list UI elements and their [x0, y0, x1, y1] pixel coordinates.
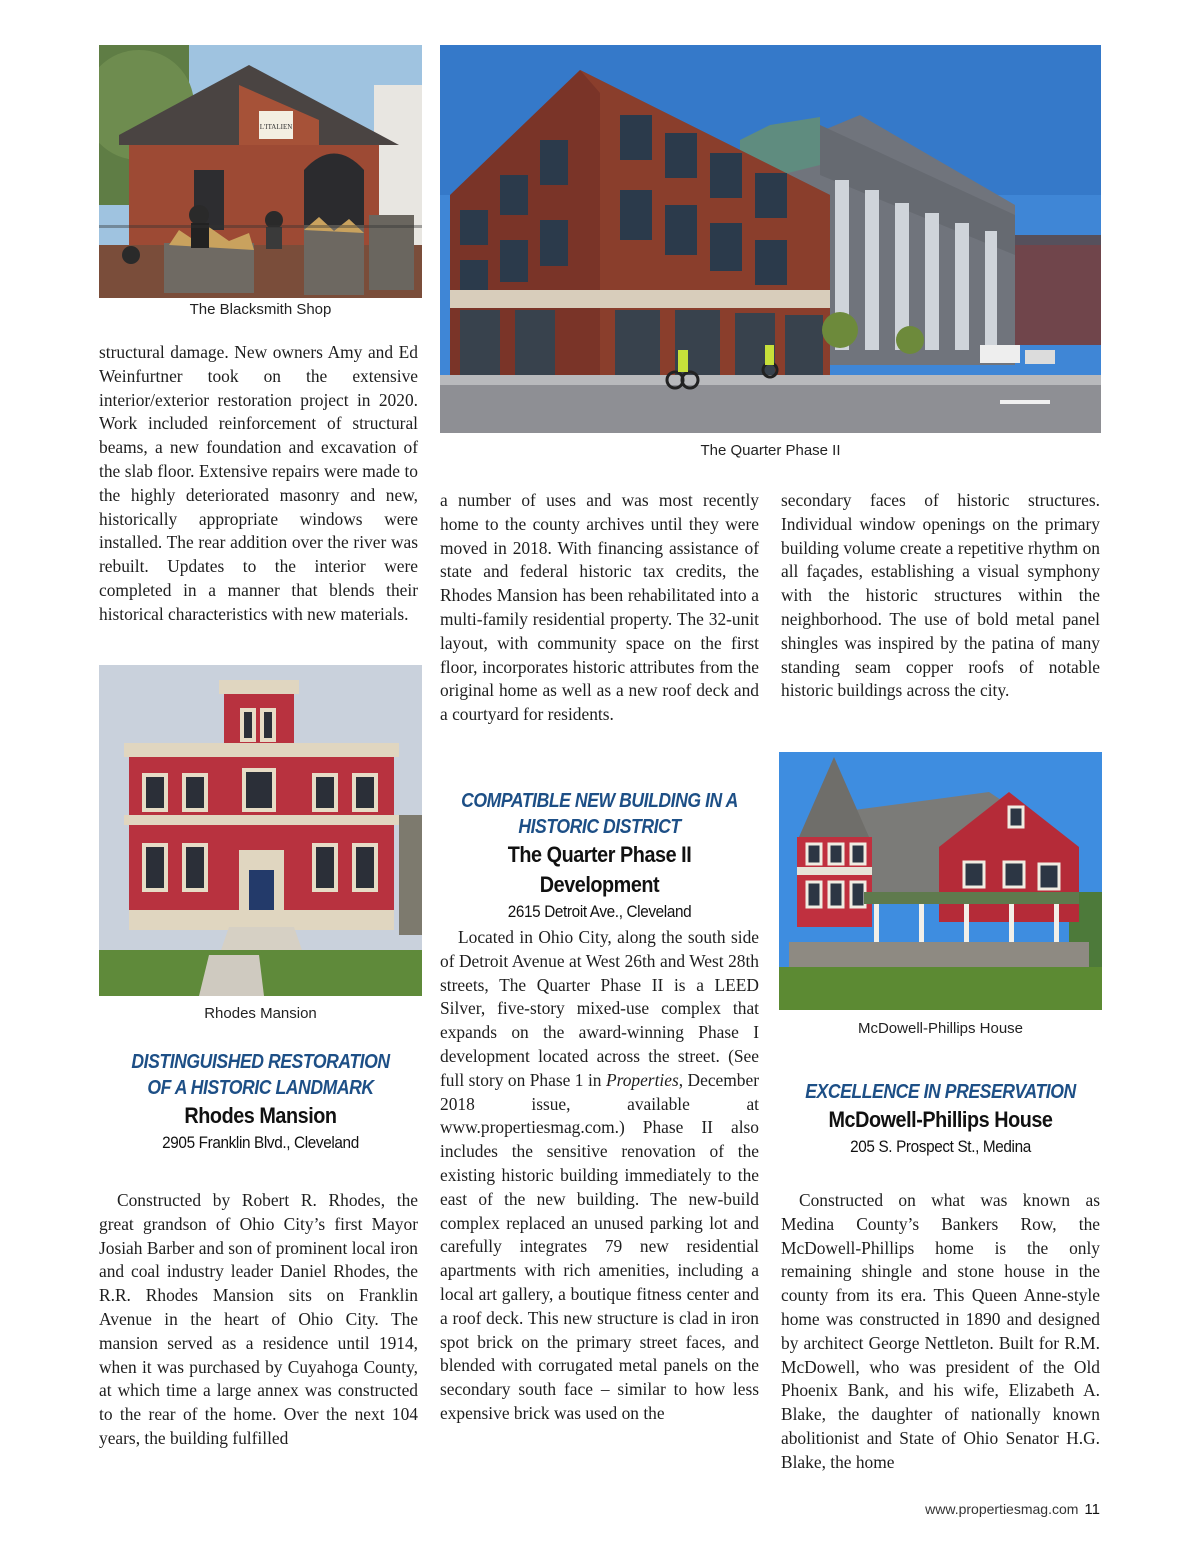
mcdowell-phillips-paragraph: Constructed on what was known as Medina County’s Bankers Row, the McDowell-Phillips home is the only remaining shingle and stone house in the county from its era. This Queen Anne-style home was constructed in 1890 and designed by architect George Nettleton. Built for R.M. McDowell, who was president of the Old Phoenix Bank, and his wife, Elizabeth A. Blake, the daughter of nationally known abolitionist and State of Ohio Senator H.G. Blake, the home: [781, 1190, 1100, 1472]
left-column-continued-text: [99, 341, 418, 627]
rhodes-mansion-caption: Rhodes Mansion: [204, 1005, 317, 1022]
blacksmith-shop-photo: [99, 45, 422, 298]
blacksmith-shop-caption: The Blacksmith Shop: [189, 301, 332, 318]
quarter-body-part-1: Located in Ohio City, along the south side of Detroit Avenue at West 26th and West 28th streets, The Quarter Phase II is a LEED Silver, five-story mixed-use complex that expands on the award-winning Phase I development located across the street. (See full story on Phase 1 in: [440, 927, 759, 1090]
quarter-phase-ii-photo: [440, 45, 1101, 433]
rhodes-mansion-kicker: DISTINGUISHED RESTORATION OF A HISTORIC LANDMARK: [131, 1051, 390, 1099]
mcdowell-phillips-kicker: EXCELLENCE IN PRESERVATION: [805, 1081, 1076, 1103]
rhodes-mansion-paragraph: Constructed by Robert R. Rhodes, the great grandson of Ohio City’s first Mayor Josiah Barber and son of prominent local iron and coal industry leader Daniel Rhodes, the R.R. Rhodes Mansion sits on Franklin Avenue in the heart of Ohio City. The mansion served as a residence until 1914, when it was purchased by Cuyahoga County, at which time a large annex was constructed to the rear of the home. Over the next 104 years, the building fulfilled: [99, 1190, 418, 1448]
rhodes-mansion-address: 2905 Franklin Blvd., Cleveland: [162, 1133, 359, 1152]
left-continued-paragraph: structural damage. New owners Amy and Ed Weinfurtner took on the extensive interior/exterior restoration project in 2020. Work included reinforcement of structural beams, a new foundation and excavation of the slab floor. Extensive repairs were made to the highly deteriorated masonry and new, historically appropriate windows were installed. The rear addition over the river was rebuilt. Updates to the interior were completed in a manner that blends their historical characteristics with new materials.: [99, 342, 418, 624]
rhodes-mansion-heading: [99, 1049, 422, 1155]
rhodes-mansion-title: Rhodes Mansion: [184, 1103, 337, 1128]
quarter-phase-ii-kicker: COMPATIBLE NEW BUILDING IN A HISTORIC DISTRICT: [461, 790, 738, 838]
rhodes-mansion-photo: [99, 665, 422, 996]
blacksmith-sign: L'ITALIEN: [259, 123, 293, 131]
middle-continued-paragraph: a number of uses and was most recently home to the county archives until they were moved in 2018. With financing assistance of state and federal historic tax credits, the Rhodes Mansion has been rehabilitated into a multi-family residential property. The 32-unit layout, with community space on the first floor, incorporates historic attributes from the original home as well as a new roof deck and a courtyard for residents.: [440, 490, 759, 725]
mcdowell-phillips-body: [781, 1189, 1100, 1475]
quarter-phase-ii-title: The Quarter Phase II Development: [507, 842, 692, 897]
right-continued-paragraph: secondary faces of historic structures. Individual window openings on the primary building volume create a repetitive rhythm on all façades, establishing a visual symphony with the historic structures within the neighborhood. The use of bold metal panel shingles was inspired by the patina of many standing seam copper roofs of notable historic buildings across the city.: [781, 490, 1100, 701]
middle-column-continued-text: [440, 489, 759, 727]
footer-url[interactable]: www.propertiesmag.com: [925, 1501, 1079, 1517]
quarter-phase-ii-address: 2615 Detroit Ave., Cleveland: [507, 902, 692, 921]
mcdowell-phillips-heading: [779, 1079, 1102, 1159]
mcdowell-phillips-house-caption: McDowell-Phillips House: [857, 1020, 1024, 1037]
page-number: 11: [1084, 1501, 1100, 1518]
quarter-phase-ii-body: [440, 926, 759, 1426]
rhodes-mansion-body: [99, 1189, 418, 1451]
quarter-phase-ii-caption: The Quarter Phase II: [700, 442, 841, 459]
mcdowell-phillips-address: 205 S. Prospect St., Medina: [850, 1137, 1031, 1156]
page-footer: [925, 1501, 1100, 1518]
quarter-phase-ii-heading: [436, 788, 763, 924]
quarter-body-part-2: , December 2018 issue, available at www.propertiesmag.com.) Phase II also includes the sensitive renovation of the existing historic building immediately to the east of the new building. The new-build complex replaced an unused parking lot and carefully integrates 79 new residential apartments with rich amenities, including a local art gallery, a boutique fitness center and a roof deck. This new structure is clad in iron spot brick on the primary street faces, and blended with corrugated metal panels on the secondary south face – similar to how less expensive brick was used on the: [440, 1069, 760, 1423]
properties-magazine-title: Properties: [605, 1069, 679, 1090]
mcdowell-phillips-house-photo: [779, 752, 1102, 1010]
quarter-phase-ii-paragraph: [440, 926, 759, 1426]
right-column-continued-text: [781, 489, 1100, 703]
mcdowell-phillips-title: McDowell-Phillips House: [828, 1107, 1053, 1132]
